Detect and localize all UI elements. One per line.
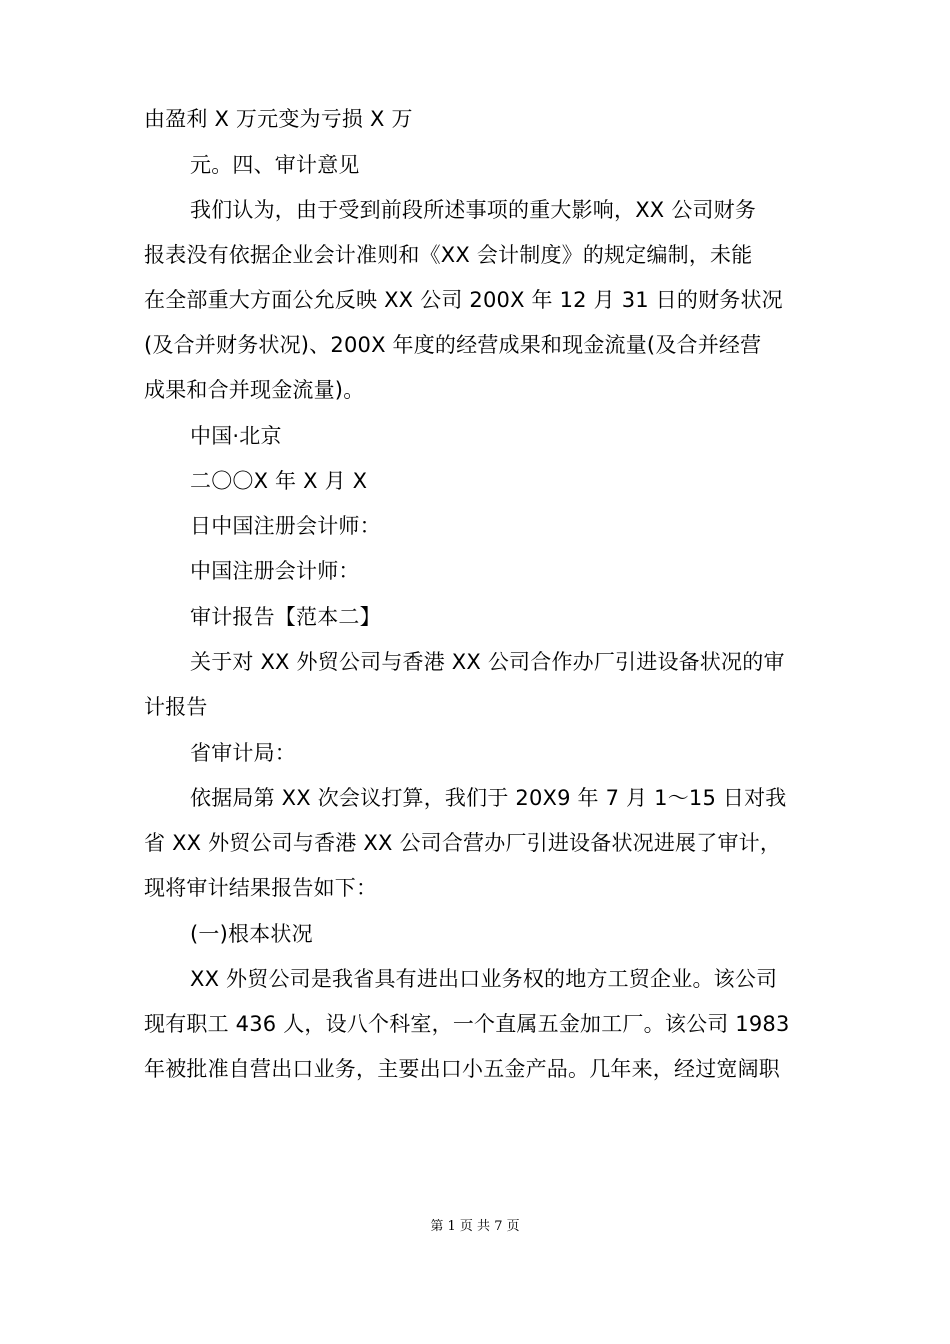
- section-heading: 审计报告【范本二】: [190, 605, 381, 629]
- text-line: 报表没有依据企业会计准则和《XX 会计制度》的规定编制，未能: [144, 243, 753, 267]
- page-number-footer: 第 1 页 共 7 页: [430, 1219, 520, 1234]
- text-line: 在全部重大方面公允反映 XX 公司 200X 年 12 月 31 日的财务状况: [144, 288, 783, 312]
- text-line: 省审计局：: [190, 741, 296, 765]
- text-line: 省 XX 外贸公司与香港 XX 公司合营办厂引进设备状况进展了审计，: [144, 831, 782, 855]
- text-line: 现有职工 436 人，设八个科室，一个直属五金加工厂。该公司 1983: [144, 1012, 790, 1036]
- text-line: (及合并财务状况)、200X 年度的经营成果和现金流量(及合并经营: [144, 333, 762, 357]
- text-line: 元。四、审计意见: [190, 153, 360, 177]
- text-line: 关于对 XX 外贸公司与香港 XX 公司合作办厂引进设备状况的审: [190, 650, 785, 674]
- text-line: 现将审计结果报告如下：: [144, 876, 378, 900]
- text-line: 由盈利 X 万元变为亏损 X 万: [144, 107, 413, 131]
- text-line: 依据局第 XX 次会议打算，我们于 20X9 年 7 月 1～15 日对我: [190, 786, 787, 810]
- text-line: 中国注册会计师：: [190, 559, 360, 583]
- text-line: (一)根本状况: [190, 922, 313, 946]
- text-line: 计报告: [144, 695, 208, 719]
- text-line: XX 外贸公司是我省具有进出口业务权的地方工贸企业。该公司: [190, 967, 778, 991]
- text-line: 年被批准自营出口业务，主要出口小五金产品。几年来，经过宽阔职: [144, 1057, 780, 1081]
- text-line: 日中国注册会计师：: [190, 514, 381, 538]
- text-line: 二〇〇X 年 X 月 X: [190, 469, 368, 493]
- text-line: 成果和合并现金流量)。: [144, 378, 365, 402]
- text-line: 我们认为，由于受到前段所述事项的重大影响，XX 公司财务: [190, 198, 757, 222]
- text-line: 中国·北京: [190, 424, 282, 448]
